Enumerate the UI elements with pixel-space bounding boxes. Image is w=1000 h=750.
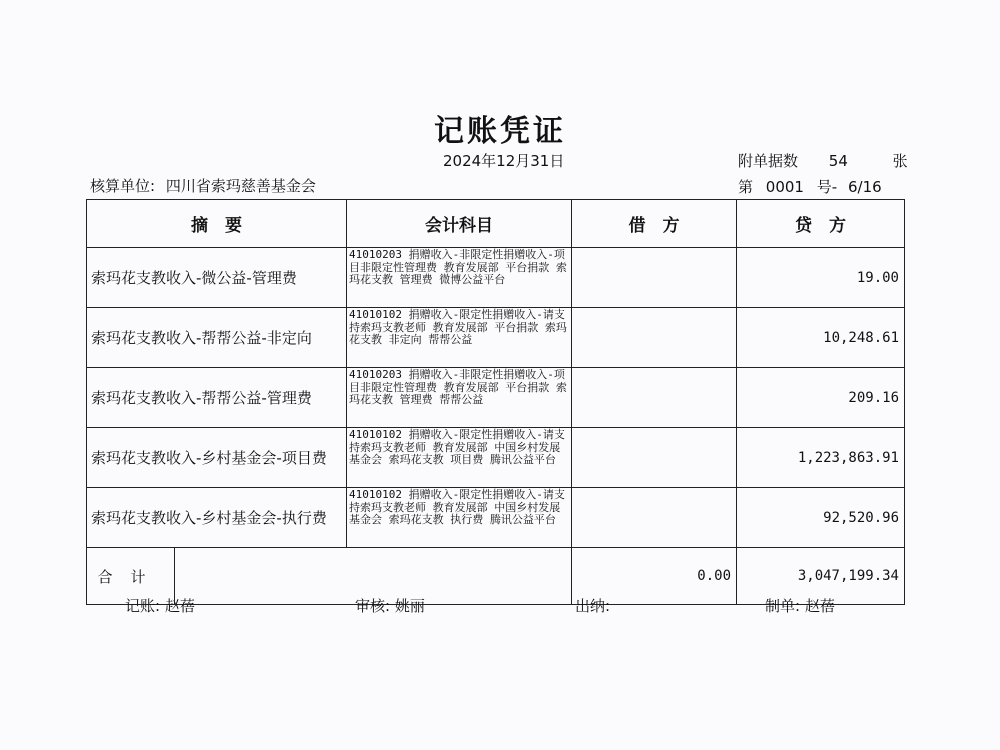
total-debit: 0.00 — [572, 548, 737, 605]
attachments-number: 54 — [828, 152, 848, 170]
row-credit: 92,520.96 — [737, 488, 905, 548]
header-summary: 摘 要 — [87, 200, 347, 248]
voucher-title: 记账凭证 — [434, 114, 566, 149]
row-summary: 索玛花支教收入-帮帮公益-非定向 — [87, 308, 347, 368]
total-label: 合计 — [87, 548, 175, 605]
table-row — [87, 308, 905, 368]
header-account: 会计科目 — [347, 200, 572, 248]
row-summary: 索玛花支教收入-帮帮公益-管理费 — [87, 368, 347, 428]
row-credit: 19.00 — [737, 248, 905, 308]
row-summary: 索玛花支教收入-微公益-管理费 — [87, 248, 347, 308]
table-header — [87, 200, 905, 248]
voucher-table — [86, 199, 905, 605]
voucher-number-value: 0001 — [765, 178, 804, 196]
row-debit — [572, 308, 737, 368]
voucher-number — [738, 176, 882, 197]
attachments-unit: 张 — [892, 152, 908, 170]
row-account: 41010102 捐赠收入-限定性捐赠收入-请支持索玛支教老师 教育发展部 中国乡村发展基金会 索玛花支教 执行费 腾讯公益平台 — [347, 488, 572, 548]
row-account: 41010102 捐赠收入-限定性捐赠收入-请支持索玛支教老师 教育发展部 中国乡村发展基金会 索玛花支教 项目费 腾讯公益平台 — [347, 428, 572, 488]
table-row — [87, 248, 905, 308]
row-credit: 209.16 — [737, 368, 905, 428]
signature-line — [0, 595, 1000, 617]
row-debit — [572, 488, 737, 548]
bookkeeper-signature: 记账: 赵蓓 — [125, 597, 195, 615]
row-summary: 索玛花支教收入-乡村基金会-执行费 — [87, 488, 347, 548]
row-summary: 索玛花支教收入-乡村基金会-项目费 — [87, 428, 347, 488]
row-debit — [572, 428, 737, 488]
attachments-label: 附单据数 — [738, 152, 799, 170]
header-debit: 借 方 — [572, 200, 737, 248]
voucher-date: 2024年12月31日 — [443, 152, 565, 170]
cashier-signature: 出纳: — [575, 597, 611, 615]
voucher-number-prefix: 第 — [738, 178, 754, 196]
voucher-page: 6/16 — [847, 178, 882, 196]
accounting-unit-value: 四川省索玛慈善基金会 — [165, 177, 316, 195]
row-account: 41010102 捐赠收入-限定性捐赠收入-请支持索玛支教老师 教育发展部 平台捐款 索玛花支教 非定向 帮帮公益 — [347, 308, 572, 368]
preparer-signature: 制单: 赵蓓 — [765, 597, 835, 615]
voucher-number-suffix: 号- — [816, 178, 838, 196]
attachments-count — [738, 150, 908, 171]
reviewer-signature: 审核: 姚丽 — [355, 597, 425, 615]
table-row — [87, 428, 905, 488]
accounting-unit-label: 核算单位: — [90, 177, 156, 195]
table-row — [87, 488, 905, 548]
header-credit: 贷 方 — [737, 200, 905, 248]
row-debit — [572, 368, 737, 428]
row-credit: 1,223,863.91 — [737, 428, 905, 488]
row-credit: 10,248.61 — [737, 308, 905, 368]
total-credit: 3,047,199.34 — [737, 548, 905, 605]
table-row — [87, 368, 905, 428]
row-account: 41010203 捐赠收入-非限定性捐赠收入-项目非限定性管理费 教育发展部 平台捐款 索玛花支教 管理费 微博公益平台 — [347, 248, 572, 308]
accounting-unit — [90, 175, 316, 196]
row-debit — [572, 248, 737, 308]
row-account: 41010203 捐赠收入-非限定性捐赠收入-项目非限定性管理费 教育发展部 平台捐款 索玛花支教 管理费 帮帮公益 — [347, 368, 572, 428]
